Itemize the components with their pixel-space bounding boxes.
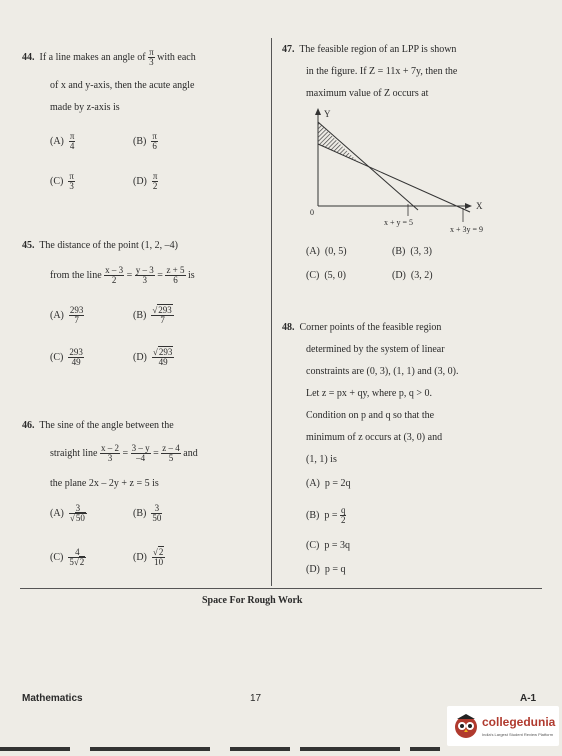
q44-line1: 44. If a line makes an angle of $\frac{\pi}{3}$ with each — [22, 47, 196, 67]
line1-label: x + y = 5 — [384, 218, 414, 227]
bottom-stripe-1 — [0, 747, 70, 751]
q44-line3: made by z-axis is — [50, 102, 120, 113]
q44-option-c: (C) $\frac{\pi}{3}$ — [50, 171, 74, 191]
rough-work-divider — [20, 588, 542, 589]
q46-line3: the plane 2x – 2y + z = 5 is — [50, 478, 159, 489]
rough-work-label: Space For Rough Work — [202, 595, 303, 606]
q45-line1: 45. The distance of the point (1, 2, –4) — [22, 240, 178, 251]
footer-subject: Mathematics — [22, 693, 83, 704]
logo-tagline: India's Largest Student Review Platform — [482, 732, 554, 737]
line-x-plus-3y-9 — [318, 144, 470, 212]
q46-line2: straight line $\frac{x - 2}{3}$ = $\frac{3 - y}{-4}$ = $\frac{z - 4}{5}$ and — [50, 443, 198, 463]
bottom-stripe-5 — [410, 747, 440, 751]
q47-line2: in the figure. If Z = 11x + 7y, then the — [306, 66, 458, 77]
bottom-stripe-4 — [300, 747, 400, 751]
y-axis-label: Y — [324, 109, 331, 119]
q48-line7: (1, 1) is — [306, 454, 337, 465]
q47-option-c: (C) (5, 0) — [306, 270, 347, 281]
q48-option-d: (D) p = q — [306, 564, 346, 575]
q46-number: 46. — [22, 420, 35, 431]
q45-option-d: (D) $\frac{√293}{49}$ — [133, 347, 173, 367]
q44-option-d: (D) $\frac{\pi}{2}$ — [133, 171, 158, 191]
q47-line1: 47. The feasible region of an LPP is shown — [282, 44, 457, 55]
y-arrow-icon — [315, 108, 321, 115]
x-arrow-icon — [465, 203, 472, 209]
owl-icon — [453, 713, 479, 739]
q45-option-c: (C) $\frac{293}{49}$ — [50, 347, 83, 367]
q47-option-a: (A) (0, 5) — [306, 246, 347, 257]
q48-line2: determined by the system of linear — [306, 344, 445, 355]
q46-option-b: (B) $\frac{3}{50}$ — [133, 503, 162, 523]
q47-option-d: (D) (3, 2) — [392, 270, 433, 281]
q45-option-b: (B) $\frac{√293}{7}$ — [133, 305, 172, 325]
footer-code: A-1 — [520, 693, 537, 704]
q45-option-a: (A) $\frac{293}{7}$ — [50, 305, 84, 325]
q47-line3: maximum value of Z occurs at — [306, 88, 429, 99]
q48-line5: Condition on p and q so that the — [306, 410, 435, 421]
q44-number: 44. — [22, 51, 35, 63]
q48-line6: minimum of z occurs at (3, 0) and — [306, 432, 443, 443]
collegedunia-logo[interactable] — [447, 706, 559, 746]
q44-text: If a line makes an angle of — [39, 51, 146, 63]
origin-label: 0 — [310, 208, 314, 217]
q48-option-b: (B) p = $\frac{q}{2}$ — [306, 505, 346, 525]
lpp-figure — [300, 104, 530, 234]
q47-option-b: (B) (3, 3) — [392, 246, 433, 257]
feasible-region — [318, 122, 359, 163]
footer-page-number: 17 — [250, 693, 262, 704]
q44-fraction: $\frac{\pi}{3}$ — [149, 47, 154, 67]
q48-line4: Let z = px + qy, where p, q > 0. — [306, 388, 432, 399]
q46-option-d: (D) $\frac{√2}{10}$ — [133, 547, 164, 567]
column-divider — [271, 38, 272, 586]
logo-wordmark: collegedunia — [482, 715, 556, 729]
q44-line2: of x and y-axis, then the acute angle — [50, 80, 195, 91]
q48-line1: 48. Corner points of the feasible region — [282, 322, 442, 333]
q46-line1: 46. The sine of the angle between the — [22, 420, 174, 431]
q47-number: 47. — [282, 44, 295, 55]
x-axis-label: X — [476, 201, 483, 211]
q46-option-a: (A) $\frac{3}{√50}$ — [50, 503, 85, 523]
q48-option-a: (A) p = 2q — [306, 478, 351, 489]
line2-label: x + 3y = 9 — [450, 225, 484, 234]
q45-number: 45. — [22, 240, 35, 251]
q46-option-c: (C) $\frac{4}{5√2}$ — [50, 547, 85, 567]
q44-option-a: (A) $\frac{\pi}{4}$ — [50, 131, 75, 151]
q48-line3: constraints are (0, 3), (1, 1) and (3, 0). — [306, 366, 459, 377]
bottom-stripe-3 — [230, 747, 290, 751]
q45-line2: from the line $\frac{x - 3}{2}$ = $\frac{y - 3}{3}$ = $\frac{z + 5}{6}$ is — [50, 265, 195, 285]
bottom-stripe-2 — [90, 747, 210, 751]
q48-option-c: (C) p = 3q — [306, 540, 350, 551]
q44-option-b: (B) $\frac{\pi}{6}$ — [133, 131, 157, 151]
q48-number: 48. — [282, 322, 295, 333]
